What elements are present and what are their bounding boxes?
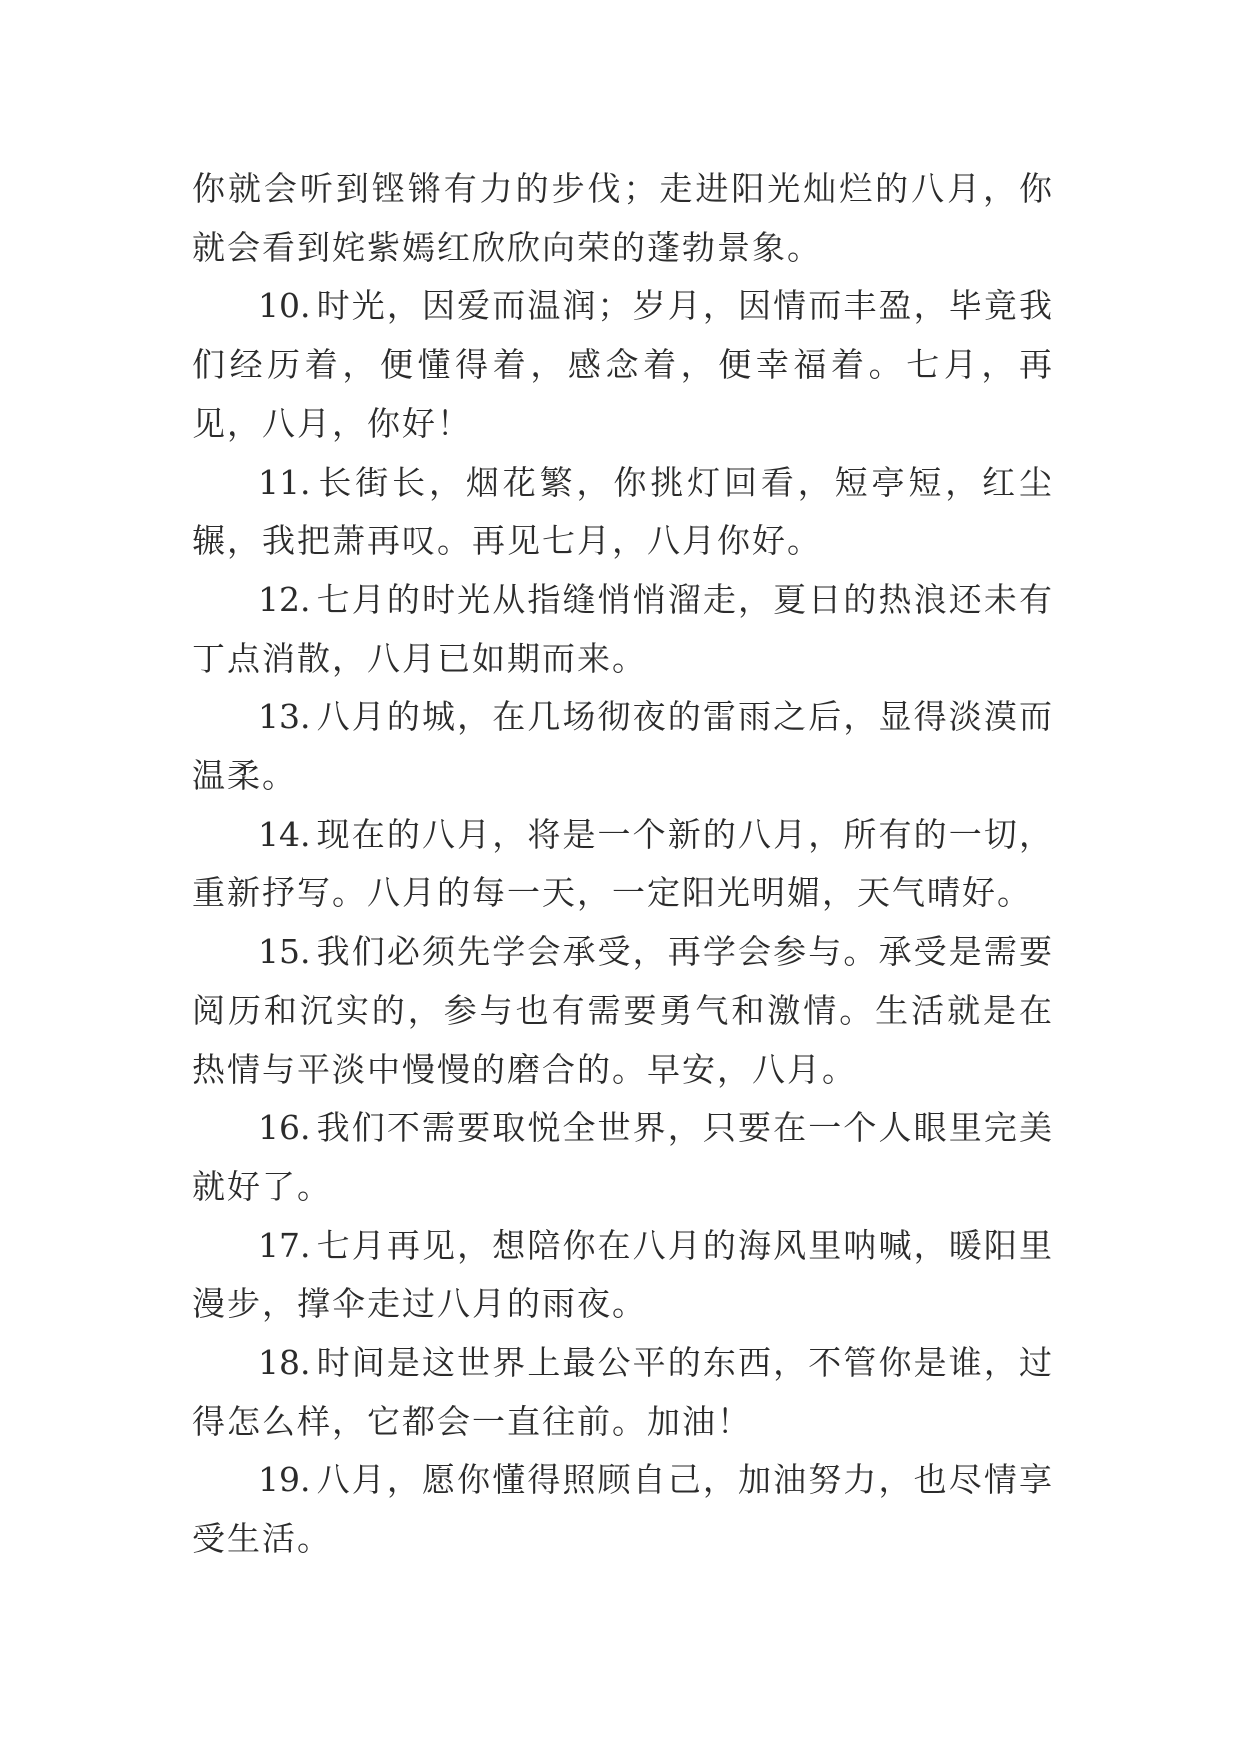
paragraph-text: 时间是这世界上最公平的东西，不管你是谁，过得怎么样，它都会一直往前。加油！ xyxy=(192,1343,1054,1441)
paragraph-number: 18. xyxy=(258,1343,311,1383)
paragraph-number: 10. xyxy=(258,286,311,326)
paragraph-text: 现在的八月，将是一个新的八月，所有的一切，重新抒写。八月的每一天，一定阳光明媚，天气晴好。 xyxy=(192,814,1054,913)
paragraph-16 xyxy=(192,1099,1054,1216)
paragraph-13 xyxy=(192,688,1054,805)
paragraph-continued xyxy=(192,160,1054,277)
paragraph-10 xyxy=(192,277,1054,453)
paragraph-19 xyxy=(192,1451,1054,1568)
paragraph-text: 七月的时光从指缝悄悄溜走，夏日的热浪还未有丁点消散，八月已如期而来。 xyxy=(192,579,1054,678)
paragraph-number: 17. xyxy=(258,1225,311,1265)
paragraph-11 xyxy=(192,454,1054,571)
paragraph-text: 八月，愿你懂得照顾自己，加油努力，也尽情享受生活。 xyxy=(192,1460,1054,1559)
paragraph-number: 13. xyxy=(258,697,311,737)
paragraph-number: 16. xyxy=(258,1108,311,1148)
paragraph-number: 12. xyxy=(258,579,311,619)
paragraph-12 xyxy=(192,571,1054,688)
paragraph-15 xyxy=(192,923,1054,1099)
document-body xyxy=(192,160,1054,1569)
paragraph-text: 我们不需要取悦全世界，只要在一个人眼里完美就好了。 xyxy=(192,1108,1054,1206)
paragraph-number: 15. xyxy=(258,932,311,972)
paragraph-number: 19. xyxy=(258,1460,311,1500)
paragraph-text: 你就会听到铿锵有力的步伐；走进阳光灿烂的八月，你就会看到姹紫嫣红欣欣向荣的蓬勃景象。 xyxy=(192,169,1054,267)
paragraph-14 xyxy=(192,806,1054,923)
paragraph-text: 七月再见，想陪你在八月的海风里呐喊，暖阳里漫步，撑伞走过八月的雨夜。 xyxy=(192,1225,1054,1324)
paragraph-text: 时光，因爱而温润；岁月，因情而丰盈，毕竟我们经历着，便懂得着，感念着，便幸福着。七月，再见，八月，你好！ xyxy=(192,286,1054,443)
paragraph-number: 11. xyxy=(258,462,311,502)
paragraph-text: 长街长，烟花繁，你挑灯回看，短亭短，红尘辗，我把萧再叹。再见七月，八月你好。 xyxy=(192,462,1054,561)
paragraph-17 xyxy=(192,1217,1054,1334)
paragraph-18 xyxy=(192,1334,1054,1451)
paragraph-number: 14. xyxy=(258,814,311,854)
paragraph-text: 我们必须先学会承受，再学会参与。承受是需要阅历和沉实的，参与也有需要勇气和激情。生活就是在热情与平淡中慢慢的磨合的。早安，八月。 xyxy=(192,932,1054,1089)
paragraph-text: 八月的城，在几场彻夜的雷雨之后，显得淡漠而温柔。 xyxy=(192,697,1054,796)
